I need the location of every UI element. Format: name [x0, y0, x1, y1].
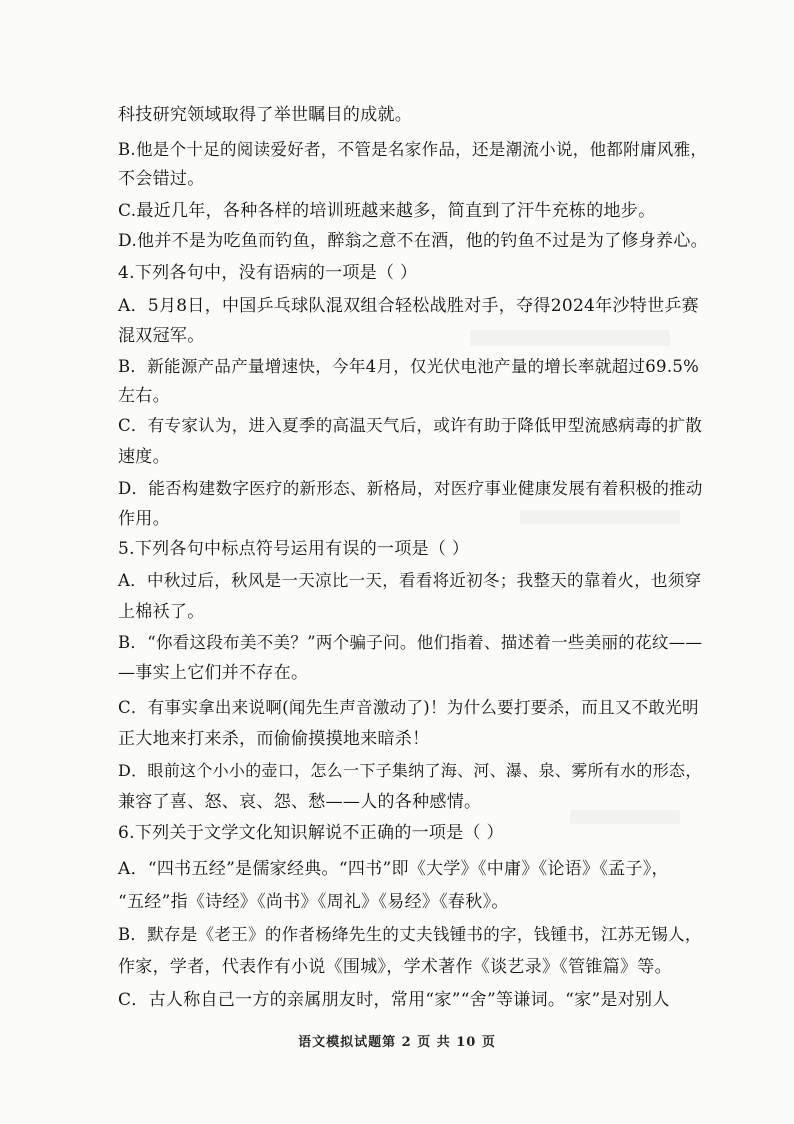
- text-line: 上棉袄了。: [118, 602, 205, 622]
- page-footer: 语文模拟试题第 2 页 共 10 页: [298, 1035, 496, 1050]
- text-line: 作家，学者，代表作有小说《围城》，学术著作《谈艺录》《管锥篇》等。: [118, 957, 672, 977]
- text-line: C．古人称自己一方的亲属朋友时，常用“家”“舍”等谦词。“家”是对别人: [118, 990, 670, 1010]
- text-line: B.他是个十足的阅读爱好者，不管是名家作品，还是潮流小说，他都附庸风雅，: [118, 140, 708, 159]
- text-line: 兼容了喜、怒、哀、怨、愁——人的各种感情。: [118, 792, 482, 812]
- text-line: C.最近几年，各种各样的培训班越来越多，简直到了汗牛充栋的地步。: [118, 201, 656, 221]
- bleed-through-mark: [470, 330, 670, 346]
- text-line: B．默存是《老王》的作者杨绛先生的丈夫钱锺书的字，钱锺书，江苏无锡人，: [118, 925, 702, 944]
- text-line: D．能否构建数字医疗的新形态、新格局，对医疗事业健康发展有着积极的推动: [118, 479, 703, 498]
- text-line: 正大地来打来杀，而偷偷摸摸地来暗杀！: [118, 729, 430, 749]
- text-line: C．有专家认为，进入夏季的高温天气后，或许有助于降低甲型流感病毒的扩散: [118, 416, 703, 435]
- text-line: 科技研究领域取得了举世瞩目的成就。: [118, 105, 413, 125]
- text-line: 混双冠军。: [118, 326, 205, 346]
- text-line: D.他并不是为吃鱼而钓鱼，醉翁之意不在酒，他的钓鱼不过是为了修身养心。: [118, 231, 708, 251]
- question-stem: 4.下列各句中，没有语病的一项是（ ）: [118, 263, 418, 283]
- text-line: 作用。: [118, 509, 170, 529]
- bleed-through-mark: [520, 510, 680, 524]
- text-line: A．“四书五经”是儒家经典。“四书”即《大学》《中庸》《论语》《孟子》，: [118, 859, 669, 879]
- text-line: B．新能源产品产量增速快，今年4月，仅光伏电池产量的增长率就超过69.5%: [118, 357, 700, 376]
- text-line: 速度。: [118, 447, 170, 467]
- text-line: A．中秋过后，秋风是一天凉比一天，看看将近初冬；我整天的靠着火，也须穿: [118, 571, 702, 590]
- text-line: B．“你看这段布美不美？”两个骗子问。他们指着、描述着一些美丽的花纹——: [118, 633, 703, 652]
- text-line: 左右。: [118, 386, 170, 406]
- text-line: A．5月8日，中国乒乓球队混双组合轻松战胜对手，夺得2024年沙特世乒赛: [118, 296, 699, 316]
- text-line: D．眼前这个小小的壶口，怎么一下子集纳了海、河、瀑、泉、雾所有水的形态，: [118, 761, 702, 780]
- text-line: —事实上它们并不存在。: [118, 663, 309, 683]
- text-line: 不会错过。: [118, 169, 205, 189]
- text-line: “五经”指《诗经》《尚书》《周礼》《易经》《春秋》。: [118, 892, 509, 912]
- question-stem: 6.下列关于文学文化知识解说不正确的一项是（ ）: [118, 823, 504, 843]
- text-line: C．有事实拿出来说啊(闻先生声音激动了)！为什么要打要杀，而且又不敢光明: [118, 698, 699, 717]
- bleed-through-mark: [570, 810, 680, 824]
- question-stem: 5.下列各句中标点符号运用有误的一项是（ ）: [118, 539, 470, 559]
